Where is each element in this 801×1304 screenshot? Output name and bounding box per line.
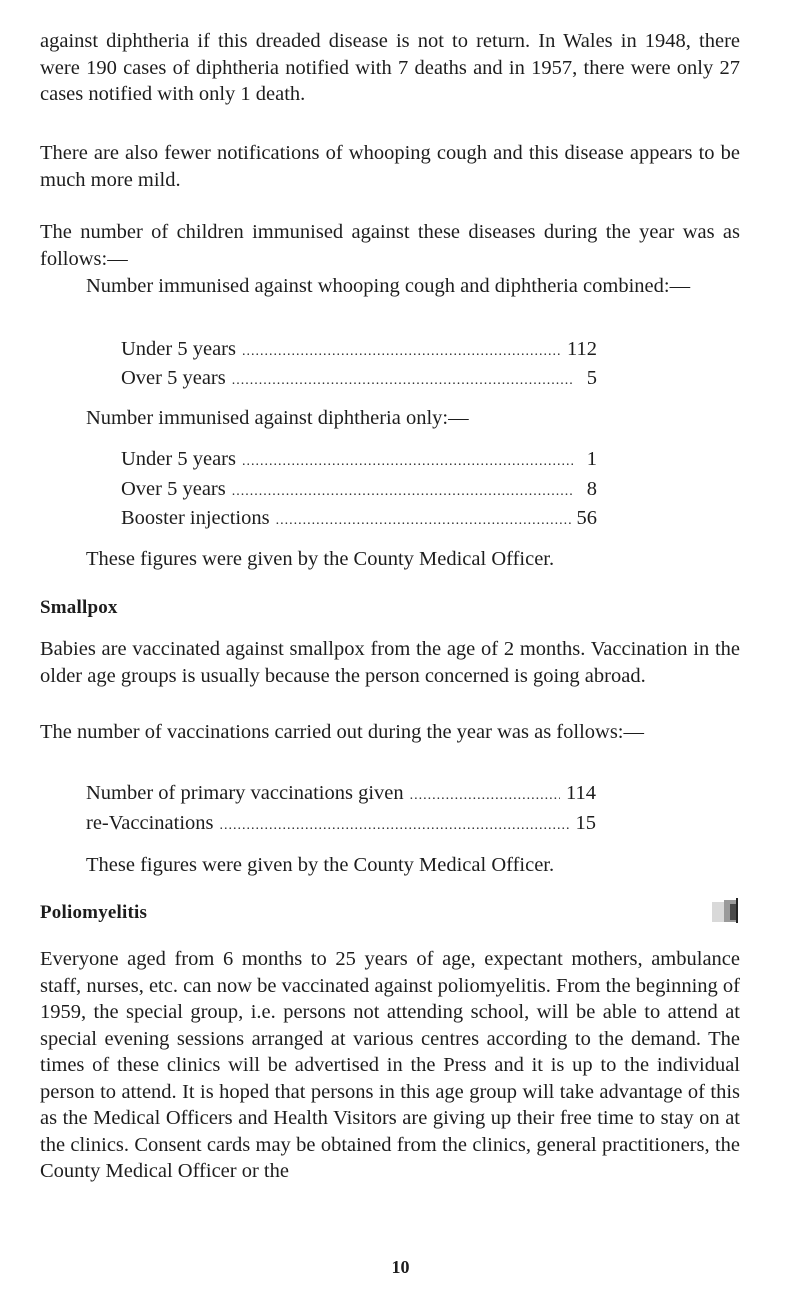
paragraph-smallpox-babies: Babies are vaccinated against smallpox from the age of 2 months. Vaccination in the older age groups is usually because the person concerned is going abroad. — [40, 638, 740, 687]
row-value: 5 — [586, 367, 597, 389]
row-label: Under 5 years — [121, 448, 236, 470]
row-label: re-Vaccinations — [86, 812, 214, 834]
row-value: 15 — [575, 812, 596, 834]
leader-dots — [220, 813, 570, 840]
list-item — [86, 780, 596, 810]
row-value: 56 — [576, 507, 597, 529]
paragraph-combined-intro: Number immunised against whooping cough and diphtheria combined:— — [86, 275, 691, 297]
row-label: Over 5 years — [121, 478, 226, 500]
list-item — [121, 446, 597, 476]
paragraph-diphtheria-wales: against diphtheria if this dreaded disease is not to return. In Wales in 1948, there were 190 cases of diphtheria notified with 7 deaths and in 1957, there were only 27 cases notified with only 1 death. — [40, 30, 740, 105]
list-item — [121, 365, 597, 395]
paragraph-children-immunised: The number of children immunised against these diseases during the year was as follows:— — [40, 221, 740, 270]
leader-dots — [276, 508, 571, 535]
row-value: 112 — [567, 338, 597, 360]
row-label: Booster injections — [121, 507, 270, 529]
paragraph-smallpox-count: The number of vaccinations carried out during the year was as follows:— — [40, 721, 644, 743]
paragraph-diphtheria-only-intro: Number immunised against diphtheria only:— — [86, 407, 469, 429]
leader-dots — [232, 479, 573, 506]
paragraph-poliomyelitis: Everyone aged from 6 months to 25 years of age, expectant mothers, ambulance staff, nurses, etc. can now be vaccinated against poliomyelitis. From the beginning of 1959, the special group, i.e. persons not attending school, will be able to attend at special evening sessions arranged at various centres according to the demand. The times of these clinics will be advertised in the Press and it is up to the individual person to attend. It is hoped that persons in this age group will take advantage of this as the Medical Officers and Health Visitors are giving up their free time to stay on at the clinics. Consent cards may be obtained from the clinics, general practitioners, the County Medical Officer or the — [40, 948, 740, 1182]
paragraph-whooping-cough: There are also fewer notifications of whooping cough and this disease appears to be much more mild. — [40, 142, 740, 191]
list-item — [121, 476, 597, 506]
row-value: 114 — [566, 782, 596, 804]
section-heading-smallpox: Smallpox — [40, 597, 118, 618]
row-value: 8 — [586, 478, 597, 500]
page-number: 10 — [391, 1257, 410, 1277]
ink-smudge-icon — [704, 896, 742, 924]
leader-dots — [242, 449, 573, 476]
leader-dots — [410, 783, 560, 810]
row-label: Under 5 years — [121, 338, 236, 360]
leader-dots — [232, 368, 573, 395]
row-label: Over 5 years — [121, 367, 226, 389]
paragraph-smallpox-figures-note: These figures were given by the County Medical Officer. — [86, 854, 555, 876]
list-item — [121, 505, 597, 535]
section-heading-poliomyelitis: Poliomyelitis — [40, 902, 148, 923]
leader-dots — [242, 339, 561, 366]
list-item — [121, 336, 597, 366]
list-item — [86, 810, 596, 840]
paragraph-figures-note: These figures were given by the County Medical Officer. — [86, 548, 555, 570]
row-label: Number of primary vaccinations given — [86, 782, 404, 804]
row-value: 1 — [586, 448, 597, 470]
